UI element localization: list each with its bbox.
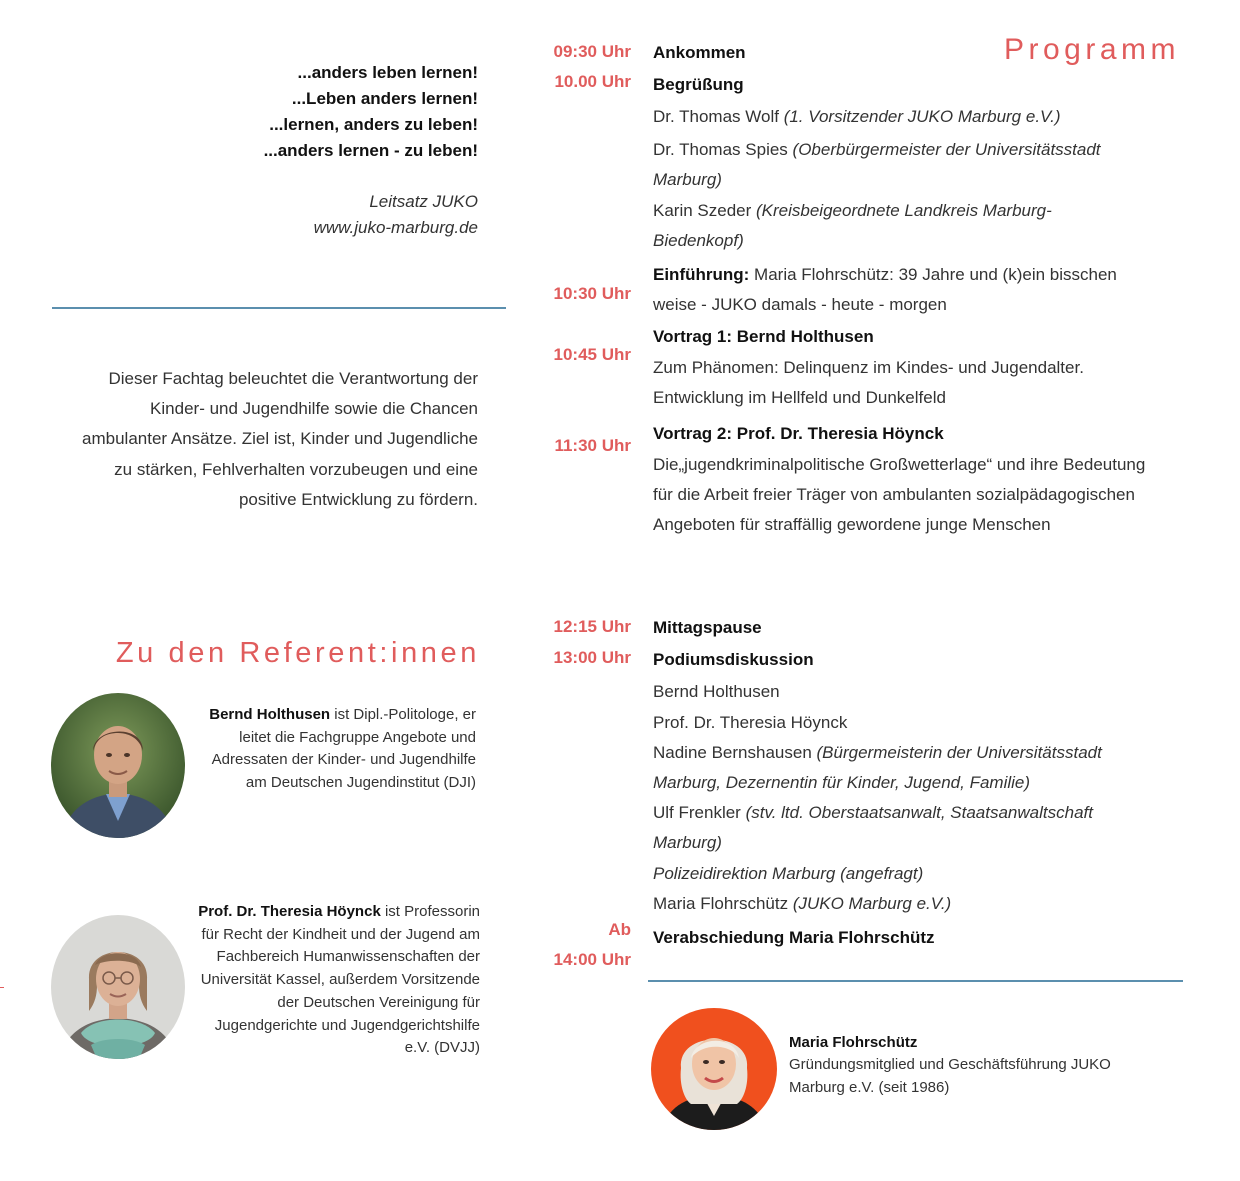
- hoeynck-name: Prof. Dr. Theresia Höynck: [198, 903, 381, 920]
- website-link[interactable]: www.juko-marburg.de: [313, 218, 478, 237]
- panel-role: (Bürgermeisterin der Universitätsstadt Marburg, Dezernentin für Kinder, Jugend, Familie): [653, 743, 1102, 793]
- holthusen-name: Bernd Holthusen: [209, 706, 331, 723]
- einfuehrung-text: Maria Flohrschütz: 39 Jahre und (k)ein bisschen weise - JUKO damals - heute - morgen: [653, 265, 1117, 315]
- greeter-role: (Oberbürgermeister der Universitätsstadt Marburg): [653, 140, 1101, 190]
- divider-left: [52, 307, 506, 309]
- item-begruessung: Begrüßung: [653, 75, 744, 94]
- flohrschuetz-photo-icon: [651, 1008, 777, 1130]
- greeter-role: (Kreisbeigeordnete Landkreis Marburg-Biedenkopf): [653, 201, 1052, 251]
- time-1300: 13:00 Uhr: [553, 648, 631, 667]
- flohrschuetz-description: Gründungsmitglied und Geschäftsführung JUKO Marburg e.V. (seit 1986): [789, 1056, 1111, 1096]
- time-1215: 12:15 Uhr: [553, 617, 631, 636]
- panel-frenkler: [653, 798, 1153, 858]
- motto-block: [180, 60, 478, 164]
- hoeynck-bio: [198, 901, 480, 1060]
- item-verabschiedung: Verabschiedung Maria Flohrschütz: [653, 928, 935, 947]
- motto-line: ...Leben anders lernen!: [291, 89, 478, 108]
- panel-hoeynck: Prof. Dr. Theresia Höynck: [653, 713, 848, 732]
- holthusen-bio: [198, 704, 476, 795]
- panel-role: (JUKO Marburg e.V.): [792, 894, 952, 913]
- greeter-wolf: [653, 102, 1173, 132]
- panel-polizei-text: Polizeidirektion Marburg (angefragt): [653, 864, 924, 883]
- panel-holthusen: Bernd Holthusen: [653, 682, 780, 701]
- time-1130: 11:30 Uhr: [554, 436, 631, 455]
- motto-line: ...anders lernen - zu leben!: [263, 141, 478, 160]
- flohrschuetz-portrait: [651, 1008, 777, 1130]
- greeter-name: Karin Szeder: [653, 201, 756, 220]
- item-vortrag1: Vortrag 1: Bernd Holthusen: [653, 327, 874, 346]
- hoeynck-portrait: [51, 915, 185, 1059]
- panel-role: (stv. ltd. Oberstaatsanwalt, Staatsanwaltschaft Marburg): [653, 803, 1093, 853]
- panel-name: Maria Flohrschütz: [653, 894, 793, 913]
- greeter-name: Dr. Thomas Spies: [653, 140, 793, 159]
- holthusen-bio-text: ist Dipl.-Politologe, er leitet die Fachgruppe Angebote und Adressaten der Kinder- und Jugendhilfe am Deutschen Jugendinstitut (DJI): [211, 706, 476, 792]
- hoeynck-bio-text: ist Professorin für Recht der Kindheit und der Jugend am Fachbereich Humanwissenschaften der Universität Kassel, außerdem Vorsitzende der Deutschen Vereinigung für Jugendgerichte und Jugendgerichtshilfe e.V. (DVJJ): [200, 903, 480, 1057]
- motto-source: [200, 189, 478, 241]
- intro-paragraph: Dieser Fachtag beleuchtet die Verantwortung der Kinder- und Jugendhilfe sowie die Chancen ambulanter Ansätze. Ziel ist, Kinder und Jugendliche zu stärken, Fehlverhalten vorzubeugen und eine positive Entwicklung zu fördern.: [82, 369, 478, 509]
- referents-heading: Zu den Referent:innen: [115, 637, 480, 669]
- holthusen-photo-icon: [51, 693, 185, 838]
- time-1000: 10.00 Uhr: [554, 72, 631, 91]
- panel-bernshausen: [653, 738, 1153, 798]
- panel-flohrschuetz: [653, 889, 1173, 919]
- program-heading: Programm: [1003, 33, 1180, 66]
- holthusen-portrait: [51, 693, 185, 838]
- motto-line: ...lernen, anders zu leben!: [269, 115, 478, 134]
- time-ab: Ab: [608, 920, 631, 939]
- item-vortrag2: Vortrag 2: Prof. Dr. Theresia Höynck: [653, 424, 944, 443]
- motto-line: ...anders leben lernen!: [297, 63, 478, 82]
- time-1400: 14:00 Uhr: [553, 950, 631, 969]
- greeter-szeder: [653, 196, 1113, 256]
- panel-name: Ulf Frenkler: [653, 803, 746, 822]
- panel-polizei: [653, 859, 1173, 889]
- item-ankommen: Ankommen: [653, 43, 746, 62]
- time-1030: 10:30 Uhr: [553, 284, 631, 303]
- time-1045: 10:45 Uhr: [553, 345, 631, 364]
- item-podium: Podiumsdiskussion: [653, 650, 814, 669]
- panel-name: Nadine Bernshausen: [653, 743, 817, 762]
- greeter-name: Dr. Thomas Wolf: [653, 107, 784, 126]
- item-einfuehrung: [653, 260, 1163, 320]
- vortrag1-text: Zum Phänomen: Delinquenz im Kindes- und Jugendalter. Entwicklung im Hellfeld und Dunkelfeld: [653, 358, 1084, 408]
- item-mittagspause: Mittagspause: [653, 618, 762, 637]
- einfuehrung-label: Einführung:: [653, 265, 750, 284]
- edge-mark: [0, 987, 4, 988]
- vortrag2-text: Die„jugendkriminalpolitische Großwetterlage“ und ihre Bedeutung für die Arbeit freier Träger von ambulanten sozialpädagogischen Angeboten für straffällig gewordene junge Menschen: [653, 455, 1146, 535]
- time-0930: 09:30 Uhr: [553, 42, 631, 61]
- motto-source-label: Leitsatz JUKO: [369, 192, 478, 211]
- greeter-role: (1. Vorsitzender JUKO Marburg e.V.): [783, 107, 1061, 126]
- greeter-spies: [653, 135, 1153, 195]
- divider-right: [648, 980, 1183, 982]
- hoeynck-photo-icon: [51, 915, 185, 1059]
- flohrschuetz-name: Maria Flohrschütz: [789, 1034, 918, 1051]
